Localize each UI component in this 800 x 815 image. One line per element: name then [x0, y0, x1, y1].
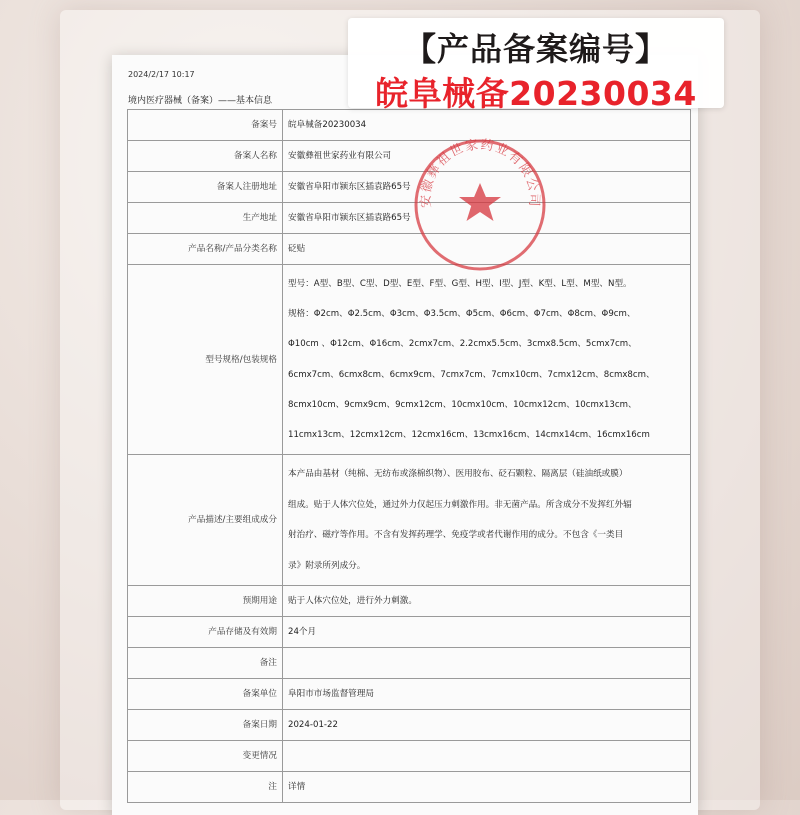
row-remarks: [128, 648, 691, 679]
spec-line: 规格：Φ2cm、Φ2.5cm、Φ3cm、Φ3.5cm、Φ5cm、Φ6cm、Φ7cm、Φ8cm、Φ9cm、: [288, 309, 636, 320]
label-production-address: 生产地址: [128, 203, 283, 234]
banner-title: 【产品备案编号】: [403, 30, 668, 68]
value-product-name: 砭贴: [283, 234, 691, 265]
row-registrant-address: [128, 172, 691, 203]
label-change-info: 变更情况: [128, 741, 283, 772]
value-spec: [283, 265, 691, 455]
spec-line: 11cmx13cm、12cmx12cm、12cmx16cm、13cmx16cm、14cmx14cm、16cmx16cm: [288, 430, 650, 441]
row-production-address: [128, 203, 691, 234]
value-storage: 24个月: [283, 617, 691, 648]
value-change-info: [283, 741, 691, 772]
filing-number-banner: [348, 18, 724, 113]
label-filing-date: 备案日期: [128, 710, 283, 741]
row-note: [128, 772, 691, 803]
value-registrant-name: 安徽彝祖世家药业有限公司: [283, 141, 691, 172]
description-line: 本产品由基材（纯棉、无纺布或涤棉织物）、医用胶布、砭石颗粒、隔离层（硅油纸或膜）: [288, 469, 628, 480]
value-filing-no: 皖阜械备20230034: [283, 110, 691, 141]
row-registrant-name: [128, 141, 691, 172]
label-storage: 产品存储及有效期: [128, 617, 283, 648]
value-filing-date: 2024-01-22: [283, 710, 691, 741]
banner-filing-number: 皖阜械备20230034: [375, 74, 697, 113]
description-line: 组成。贴于人体穴位处，通过外力仅起压力刺激作用。非无菌产品。所含成分不发挥红外辐: [288, 499, 632, 510]
description-line: 录》附录所列成分。: [288, 560, 366, 571]
label-registrant-name: 备案人名称: [128, 141, 283, 172]
label-description: 产品描述/主要组成成分: [128, 455, 283, 586]
row-filing-date: [128, 710, 691, 741]
spec-line: 8cmx10cm、9cmx9cm、9cmx12cm、10cmx10cm、10cmx12cm、10cmx13cm、: [288, 399, 637, 410]
spec-line: 型号：A型、B型、C型、D型、E型、F型、G型、H型、I型、J型、K型、L型、M型、N型。: [288, 279, 632, 289]
value-production-address: 安徽省阜阳市颍东区插袁路65号: [283, 203, 691, 234]
label-remarks: 备注: [128, 648, 283, 679]
label-filing-no: 备案号: [128, 110, 283, 141]
row-intended-use: [128, 586, 691, 617]
filing-document: [112, 55, 698, 815]
row-description: [128, 455, 691, 586]
label-filing-unit: 备案单位: [128, 679, 283, 710]
spec-line: Φ10cm 、Φ12cm、Φ16cm、2cmx7cm、2.2cmx5.5cm、3cmx8.5cm、5cmx7cm、: [288, 339, 637, 350]
value-remarks: [283, 648, 691, 679]
spec-line: 6cmx7cm、6cmx8cm、6cmx9cm、7cmx7cm、7cmx10cm、7cmx12cm、8cmx8cm、: [288, 369, 655, 380]
row-filing-unit: [128, 679, 691, 710]
row-change-info: [128, 741, 691, 772]
value-filing-unit: 阜阳市市场监督管理局: [283, 679, 691, 710]
label-registrant-address: 备案人注册地址: [128, 172, 283, 203]
row-storage: [128, 617, 691, 648]
label-product-name: 产品名称/产品分类名称: [128, 234, 283, 265]
label-note: 注: [128, 772, 283, 803]
label-spec: 型号规格/包装规格: [128, 265, 283, 455]
print-timestamp: 2024/2/17 10:17: [128, 70, 195, 79]
value-registrant-address: 安徽省阜阳市颍东区插袁路65号: [283, 172, 691, 203]
seal-text: 安徽彝祖世家药业有限公司: [418, 137, 542, 209]
value-note: 详情: [283, 772, 691, 803]
description-line: 射治疗、磁疗等作用。不含有发挥药理学、免疫学或者代谢作用的成分。不包含《一类目: [288, 530, 624, 541]
info-table: [127, 109, 691, 803]
document-heading: 境内医疗器械（备案）——基本信息: [128, 96, 273, 106]
row-product-name: [128, 234, 691, 265]
value-intended-use: 贴于人体穴位处，进行外力刺激。: [283, 586, 691, 617]
label-intended-use: 预期用途: [128, 586, 283, 617]
row-spec: [128, 265, 691, 455]
value-description: [283, 455, 691, 586]
